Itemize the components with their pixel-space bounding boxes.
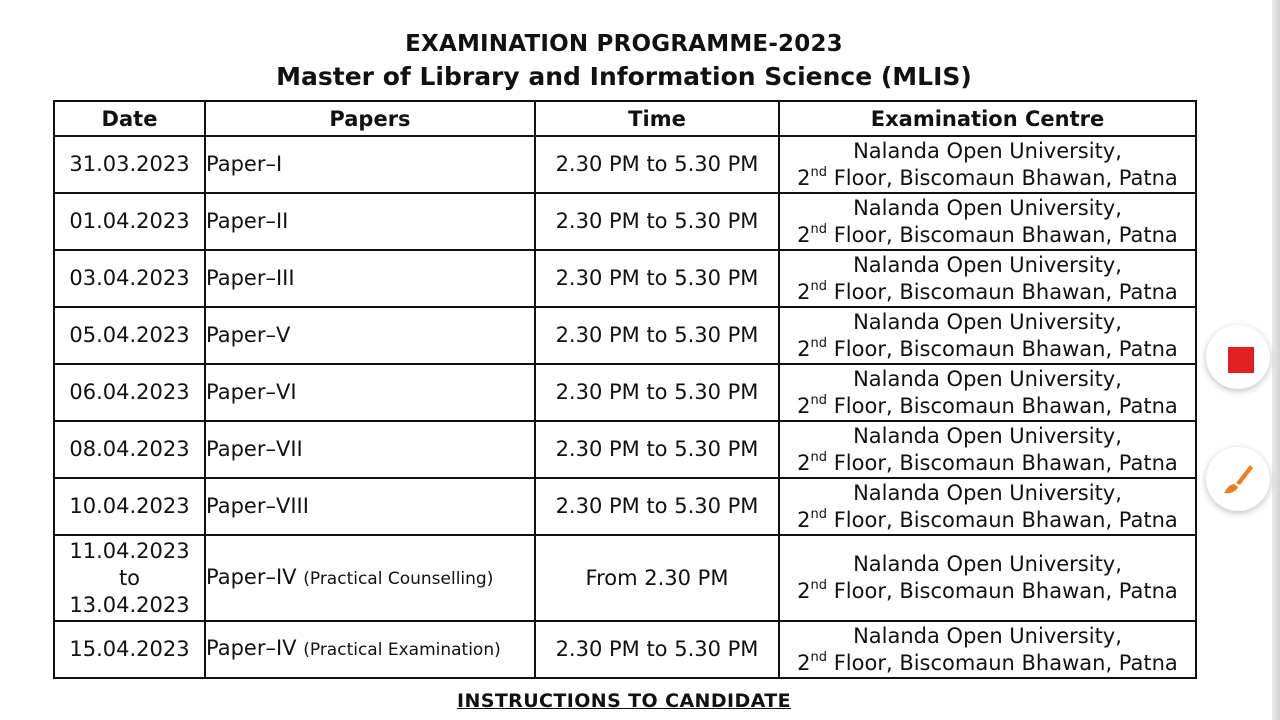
paper-cell (205, 307, 535, 364)
date-cell: 05.04.2023 (54, 307, 205, 364)
paper-cell (205, 193, 535, 250)
centre-cell (779, 250, 1196, 307)
centre-line2: 2nd Floor, Biscomaun Bhawan, Patna (797, 578, 1178, 603)
time-cell: 2.30 PM to 5.30 PM (535, 250, 779, 307)
paper-name: Paper–V (206, 323, 291, 347)
time-cell: 2.30 PM to 5.30 PM (535, 364, 779, 421)
date-cell: 06.04.2023 (54, 364, 205, 421)
time-cell: 2.30 PM to 5.30 PM (535, 478, 779, 535)
centre-cell (779, 193, 1196, 250)
time-cell: 2.30 PM to 5.30 PM (535, 136, 779, 193)
paper-cell (205, 621, 535, 678)
date-cell: 08.04.2023 (54, 421, 205, 478)
centre-line1: Nalanda Open University, (853, 480, 1122, 505)
table-row (54, 478, 1196, 535)
centre-line2: 2nd Floor, Biscomaun Bhawan, Patna (797, 164, 1178, 190)
paper-name: Paper–VI (206, 380, 297, 404)
table-row (54, 307, 1196, 364)
table-row (54, 621, 1196, 678)
centre-line1: Nalanda Open University, (853, 252, 1122, 277)
page-title: EXAMINATION PROGRAMME-2023 (405, 31, 843, 57)
draw-button[interactable] (1206, 447, 1270, 511)
centre-line2: 2nd Floor, Biscomaun Bhawan, Patna (797, 392, 1178, 418)
paper-cell (205, 364, 535, 421)
exam-schedule-table (53, 100, 1197, 679)
paper-name: Paper–VIII (206, 494, 309, 518)
centre-cell (779, 364, 1196, 421)
centre-cell (779, 136, 1196, 193)
centre-cell (779, 421, 1196, 478)
column-header-centre: Examination Centre (779, 101, 1196, 136)
table-row (54, 250, 1196, 307)
paper-name: Paper–VII (206, 437, 303, 461)
paper-note: (Practical Counselling) (303, 568, 494, 589)
centre-line2: 2nd Floor, Biscomaun Bhawan, Patna (797, 449, 1178, 475)
centre-cell (779, 307, 1196, 364)
centre-line2: 2nd Floor, Biscomaun Bhawan, Patna (797, 506, 1178, 532)
right-edge-shadow (1272, 0, 1280, 720)
table-row (54, 421, 1196, 478)
centre-line1: Nalanda Open University, (853, 552, 1122, 576)
centre-line1: Nalanda Open University, (853, 195, 1122, 220)
column-header-date: Date (54, 101, 205, 136)
paper-name: Paper–IV (206, 564, 297, 589)
table-row (54, 364, 1196, 421)
centre-line2: 2nd Floor, Biscomaun Bhawan, Patna (797, 335, 1178, 361)
table-header-row (54, 101, 1196, 136)
centre-line1: Nalanda Open University, (853, 309, 1122, 334)
paper-cell (205, 478, 535, 535)
time-cell: 2.30 PM to 5.30 PM (535, 193, 779, 250)
date-cell: 31.03.2023 (54, 136, 205, 193)
centre-cell (779, 478, 1196, 535)
date-cell: 03.04.2023 (54, 250, 205, 307)
date-cell: 01.04.2023 (54, 193, 205, 250)
column-header-papers: Papers (205, 101, 535, 136)
paper-note: (Practical Examination) (303, 640, 501, 660)
centre-line1: Nalanda Open University, (853, 623, 1122, 648)
date-to-word: to (118, 565, 141, 590)
centre-line2: 2nd Floor, Biscomaun Bhawan, Patna (797, 649, 1178, 675)
time-cell: From 2.30 PM (535, 535, 779, 621)
paper-cell (205, 136, 535, 193)
instructions-heading: INSTRUCTIONS TO CANDIDATE (456, 690, 792, 712)
centre-cell (779, 535, 1196, 621)
page-subtitle: Master of Library and Information Science (MLIS) (276, 62, 972, 91)
date-to: 13.04.2023 (69, 592, 190, 617)
time-cell: 2.30 PM to 5.30 PM (535, 307, 779, 364)
stop-recording-button[interactable] (1206, 325, 1270, 389)
centre-line2: 2nd Floor, Biscomaun Bhawan, Patna (797, 278, 1178, 304)
table-row (54, 193, 1196, 250)
date-cell: 10.04.2023 (54, 478, 205, 535)
centre-cell (779, 621, 1196, 678)
time-cell: 2.30 PM to 5.30 PM (535, 421, 779, 478)
paper-name: Paper–III (206, 266, 295, 290)
paper-cell (205, 250, 535, 307)
paper-name: Paper–I (206, 152, 283, 176)
centre-line1: Nalanda Open University, (853, 138, 1122, 163)
time-cell: 2.30 PM to 5.30 PM (535, 621, 779, 678)
column-header-time: Time (535, 101, 779, 136)
paper-cell (205, 421, 535, 478)
stop-square-icon (1228, 347, 1254, 373)
centre-line1: Nalanda Open University, (853, 366, 1122, 391)
table-row (54, 136, 1196, 193)
paintbrush-icon (1206, 447, 1270, 511)
centre-line1: Nalanda Open University, (853, 423, 1122, 448)
paper-name: Paper–II (206, 209, 289, 233)
table-row (54, 535, 1196, 621)
paper-name: Paper–IV (206, 636, 297, 660)
date-cell: 15.04.2023 (54, 621, 205, 678)
paper-cell (205, 535, 535, 621)
date-range-cell (54, 535, 205, 621)
date-from: 11.04.2023 (69, 538, 190, 563)
centre-line2: 2nd Floor, Biscomaun Bhawan, Patna (797, 221, 1178, 247)
